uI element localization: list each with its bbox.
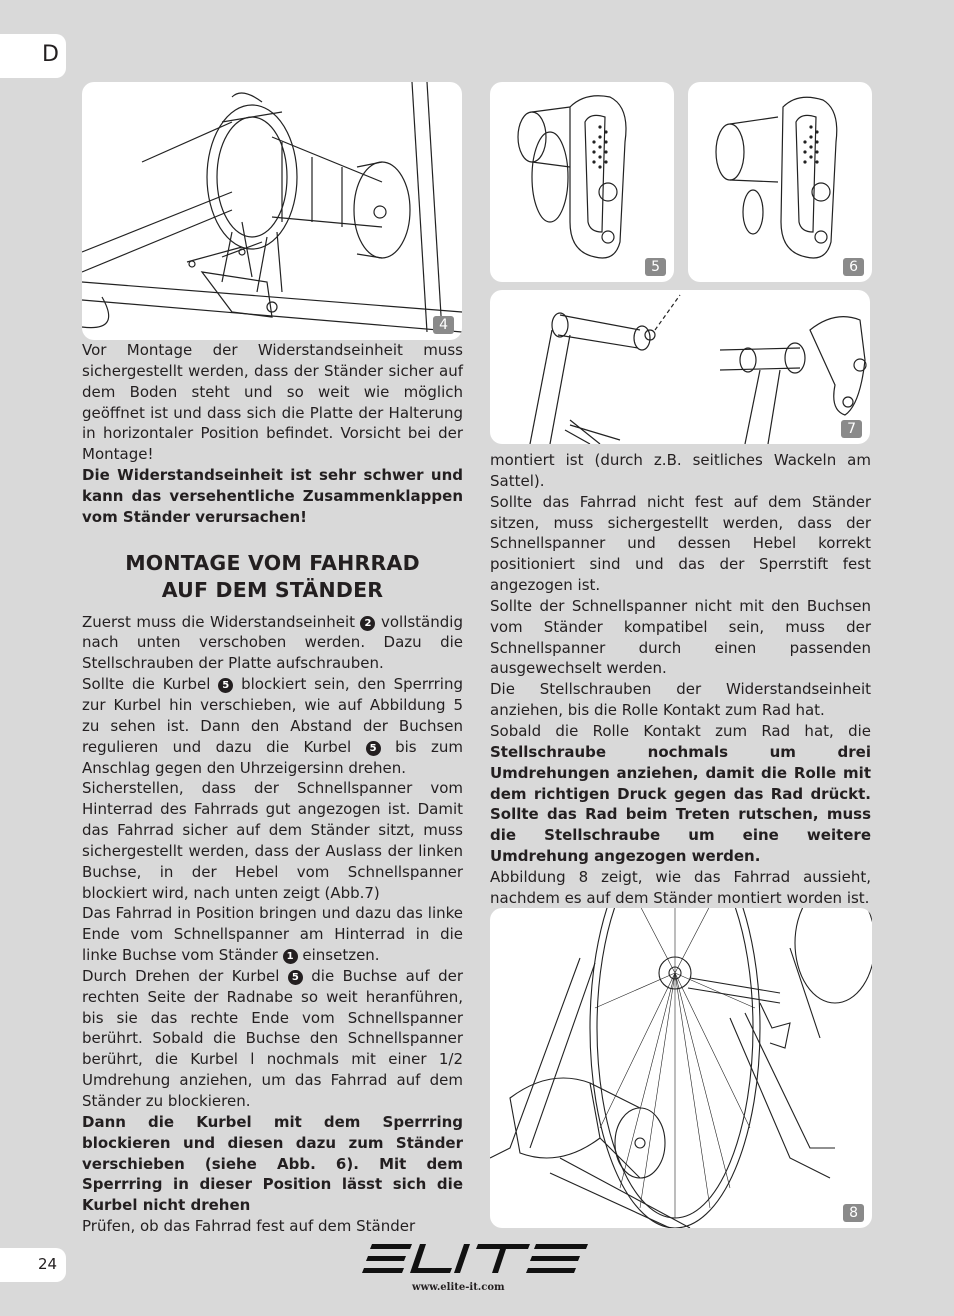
figure-5-illustration — [490, 82, 674, 282]
callout-number: 5 — [218, 678, 233, 693]
language-tab-label: D — [42, 42, 59, 67]
figure-5-number: 5 — [645, 258, 666, 276]
right-paragraph-6: Abbildung 8 zeigt, wie das Fahrrad aussieht, nachdem es auf dem Ständer montiert worden ist. — [490, 867, 871, 907]
step6-bold-text: Dann die Kurbel mit dem Sperrring blockieren und diesen dazu zum Ständer verschieben (siehe Abb. 6). Mit dem Sperrring in dieser Position lässt sich die Kurbel nicht drehen — [82, 1112, 463, 1215]
step1-text-b: vollständig nach unten verschoben werden. Dazu die Stellschrauben der Platte aufschrauben. — [82, 612, 463, 673]
figure-7-illustration — [490, 290, 870, 444]
figure-6 — [688, 82, 872, 282]
step-paragraph-7: Prüfen, ob das Fahrrad fest auf dem Ständer — [82, 1217, 416, 1236]
right-paragraph-2: Sollte das Fahrrad nicht fest auf dem Ständer sitzen, muss sichergestellt werden, dass der Schnellspanner und dessen Hebel korrekt positioniert sind und das der Sperrstift fest angezogen ist. — [490, 492, 871, 595]
figure-7-number: 7 — [841, 420, 862, 438]
section-heading-line1: MONTAGE VOM FAHRRAD — [125, 550, 420, 575]
figure-8-illustration — [490, 908, 872, 1228]
right-paragraph-4: Die Stellschrauben der Widerstandseinheit anziehen, bis die Rolle Kontakt zum Rad hat. — [490, 680, 871, 720]
step4-text-a: Das Fahrrad in Position bringen und dazu das linke Ende vom Schnellspanner am Hinterrad in die linke Buchse vom Ständer — [82, 904, 463, 965]
footer-url: www.elite-it.com — [412, 1282, 505, 1293]
step5-text-a: Durch Drehen der Kurbel — [82, 966, 280, 985]
figure-4-number: 4 — [433, 316, 454, 334]
warning-text: Die Widerstandseinheit ist sehr schwer und kann das versehentliche Zusammenklappen vom Ständer verursachen! — [82, 466, 463, 526]
figure-4-illustration — [82, 82, 462, 340]
figure-7 — [490, 290, 870, 444]
step-paragraph-3: Sicherstellen, dass der Schnellspanner vom Hinterrad des Fahrrads gut angezogen ist. Damit das Fahrrad sicher auf dem Ständer sitzt, muss sichergestellt werden, dass der Auslass der linken Buchse, in der Hebel vom Schnellspanner blockiert wird, nach unten zeigt (Abb.7) — [82, 779, 463, 902]
warning-paragraph — [82, 465, 463, 528]
right-paragraph-1: montiert ist (durch z.B. seitliches Wackeln am Sattel). — [490, 451, 871, 490]
step1-text-a: Zuerst muss die Widerstandseinheit — [82, 612, 355, 631]
figure-6-illustration — [688, 82, 872, 282]
right-p5-text: Sobald die Rolle Kontakt zum Rad hat, die — [490, 721, 871, 740]
figure-8-number: 8 — [843, 1204, 864, 1222]
step4-text-b: einsetzen. — [302, 946, 380, 965]
right-column — [490, 450, 871, 909]
step-paragraph-2 — [82, 674, 463, 778]
step-paragraph-6 — [82, 1112, 463, 1216]
section-heading — [82, 550, 463, 604]
page-number: 24 — [38, 1255, 58, 1273]
figure-5 — [490, 82, 674, 282]
step5-text-b: die Buchse auf der rechten Seite der Radnabe so weit heranführen, bis sie das rechte Ende vom Schnellspanner berührt. Sobald die Buchse den Schnellspanner berührt, die Kurbel l nochmals mit einer 1/2 Umdrehung anziehen, um das Fahrrad auf dem Ständer zu blockieren. — [82, 966, 463, 1110]
right-p5-bold: Stellschraube nochmals um drei Umdrehungen anziehen, damit die Rolle mit dem richtigen Druck gegen das Rad drückt. Sollte das Rad beim Treten rutschen, muss die Stellschraube um eine weitere Umdrehung angezogen werden. — [490, 742, 871, 866]
callout-number: 5 — [366, 741, 381, 756]
figure-6-number: 6 — [843, 258, 864, 276]
language-tab — [0, 34, 66, 78]
page-number-tab — [0, 1248, 66, 1282]
step-paragraph-4 — [82, 903, 463, 966]
elite-logo — [360, 1242, 590, 1276]
section-heading-line2: AUF DEM STÄNDER — [161, 577, 384, 602]
step2-text-b: blockiert sein, den Sperrring zur Kurbel hin verschieben, wie auf Abbildung 5 zu sehen ist. Dann den Abstand der Buchsen regulieren und dazu die Kurbel — [82, 675, 464, 756]
intro-paragraph: Vor Montage der Widerstandseinheit muss sichergestellt werden, dass der Ständer sicher auf dem Boden steht und so weit wie möglich geöffnet ist und dass sich die Platte der Halterung in horizontaler Position befindet. Vorsicht bei der Montage! — [82, 341, 463, 464]
right-paragraph-3: Sollte der Schnellspanner nicht mit den Buchsen vom Ständer kompatibel sein, muss der Schnellspanner durch einen passenden ausgewechselt werden. — [490, 596, 871, 678]
step2-text-a: Sollte die Kurbel — [82, 675, 211, 694]
step2-text-c: bis zum Anschlag gegen den Uhrzeigersinn drehen. — [82, 737, 463, 777]
figure-4 — [82, 82, 462, 340]
callout-number: 2 — [360, 616, 375, 631]
left-column — [82, 340, 463, 1237]
step-paragraph-5 — [82, 966, 463, 1112]
step-paragraph-1 — [82, 612, 463, 675]
figure-8 — [490, 908, 872, 1228]
right-paragraph-5 — [490, 721, 871, 867]
callout-number: 1 — [283, 949, 298, 964]
callout-number: 5 — [288, 970, 303, 985]
